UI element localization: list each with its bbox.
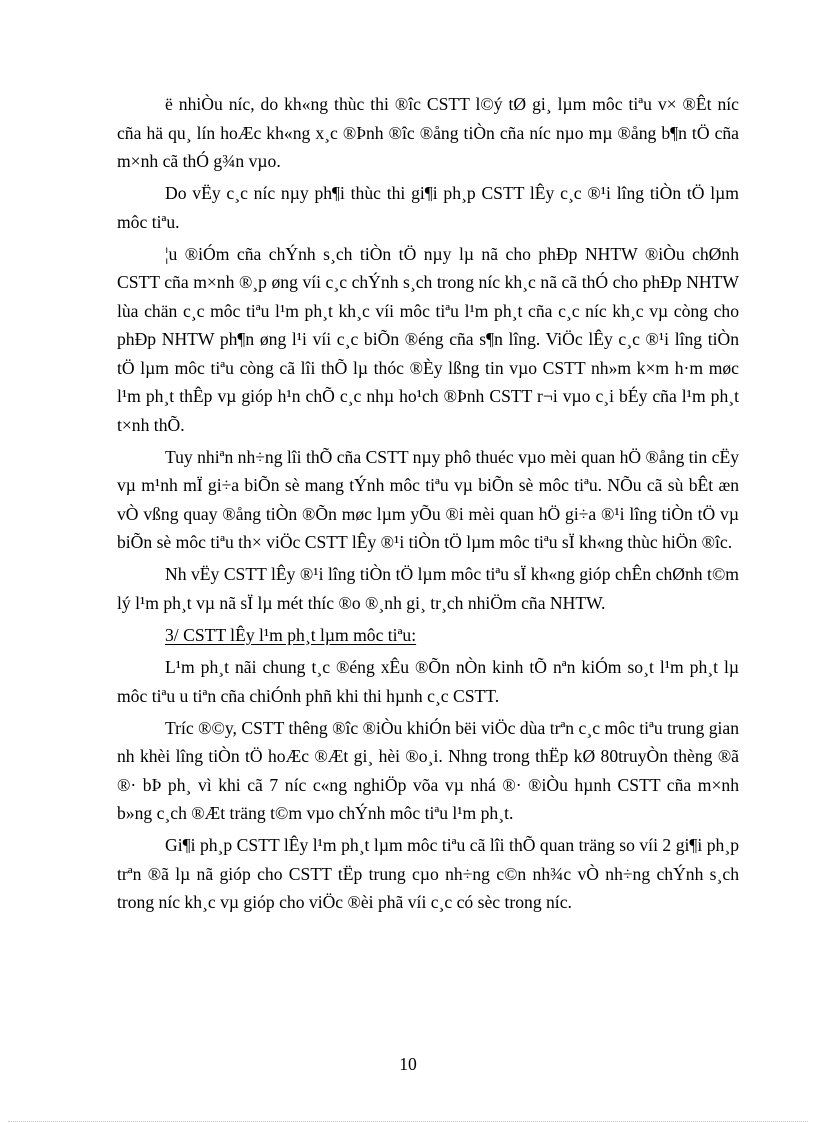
section-heading-text: 3/ CSTT lÊy l¹m ph¸t lµm môc tiªu: — [165, 624, 417, 645]
paragraph-2: Do vËy c¸c níc nµy ph¶i thùc thi gi¶i ph¸p CSTT lÊy c¸c ®¹i lîng tiÒn tÖ lµm môc tiªu. — [117, 183, 739, 232]
section-heading — [165, 621, 739, 650]
paragraph-1: ë nhiÒu níc, do kh«ng thùc thi ®îc CSTT l©ý tØ gi¸ lµm môc tiªu v× ®Êt níc cña hä qu¸ lín hoÆc kh«ng x¸c ®Þnh ®îc ®ång tiÒn cña níc nµo mµ ®ång b¶n tÖ cña m×nh cã thÓ g¾n vµo. — [117, 94, 739, 171]
paragraph-5: Nh vËy CSTT lÊy ®¹i lîng tiÒn tÖ lµm môc tiªu sÏ kh«ng gióp chÊn chØnh t©m lý l¹m ph¸t vµ nã sÏ lµ mét thíc ®o ®¸nh gi¸ tr¸ch nhiÖm cña NHTW. — [117, 564, 739, 613]
paragraph-4: Tuy nhiªn nh÷ng lîi thÕ cña CSTT nµy phô thuéc vµo mèi quan hÖ ®ång tin cËy vµ m¹nh mÏ gi÷a biÕn sè mang tÝnh môc tiªu vµ biÕn sè môc tiªu. NÕu cã sù bÊt æn vÒ vßng quay ®ång tiÒn ®Õn møc lµm yÕu ®i mèi quan hÖ gi÷a ®¹i lîng tiÒn tÖ vµ biÕn sè môc tiªu th× viÖc CSTT lÊy ®¹i tiÒn tÖ lµm môc tiªu sÏ kh«ng thùc hiÖn ®îc. — [117, 446, 739, 552]
page-bottom-divider — [8, 1121, 808, 1122]
paragraph-8: Gi¶i ph¸p CSTT lÊy l¹m ph¸t lµm môc tiªu cã lîi thÕ quan träng so víi 2 gi¶i ph¸p trªn ®ã lµ nã gióp cho CSTT tËp trung cµo nh÷ng c©n nh¾c vÒ nh÷ng chÝnh s¸ch trong níc kh¸c vµ gióp cho viÖc ®èi phã víi c¸c có sèc trong níc. — [117, 835, 739, 912]
paragraph-3: ¦u ®iÓm cña chÝnh s¸ch tiÒn tÖ nµy lµ nã cho phÐp NHTW ®iÒu chØnh CSTT cña m×nh ®¸p øng víi c¸c chÝnh s¸ch trong níc kh¸c nã cã thÓ cho phÐp NHTW lùa chän c¸c môc tiªu l¹m ph¸t kh¸c víi môc tiªu l¹m ph¸t cña c¸c níc kh¸c vµ còng cho phÐp NHTW ph¶n øng l¹i víi c¸c biÕn ®éng cña s¶n lîng. ViÖc lÊy c¸c ®¹i lîng tiÒn tÖ lµm môc tiªu còng cã lîi thÕ lµ thóc ®Èy lßng tin vµo CSTT nh»m k×m h·m møc l¹m ph¸t thÊp vµ gióp h¹n chÕ c¸c nhµ ho¹ch ®Þnh CSTT r¬i vµo c¸i bÉy cña l¹m ph¸t t×nh thÕ. — [117, 243, 739, 435]
paragraph-7: Tríc ®©y, CSTT thêng ®îc ®iÒu khiÓn bëi viÖc dùa trªn c¸c môc tiªu trung gian nh khèi lîng tiÒn tÖ hoÆc ®Æt gi¸ hèi ®o¸i. Nhng trong thËp kØ 80truyÒn thèng ®ã ®· bÞ ph¸ vì khi cã 7 níc c«ng nghiÖp võa vµ nhá ®· ®iÒu hµnh CSTT cña m×nh b»ng c¸ch ®Æt träng t©m vµo chÝnh môc tiªu l¹m ph¸t. — [117, 717, 739, 823]
paragraph-6: L¹m ph¸t nãi chung t¸c ®éng xÊu ®Õn nÒn kinh tÕ nªn kiÓm so¸t l¹m ph¸t lµ môc tiªu u tiªn cña chiÓnh phñ khi thi hµnh c¸c CSTT. — [117, 657, 739, 706]
page-number: 10 — [399, 1054, 417, 1074]
body-text — [117, 90, 739, 920]
